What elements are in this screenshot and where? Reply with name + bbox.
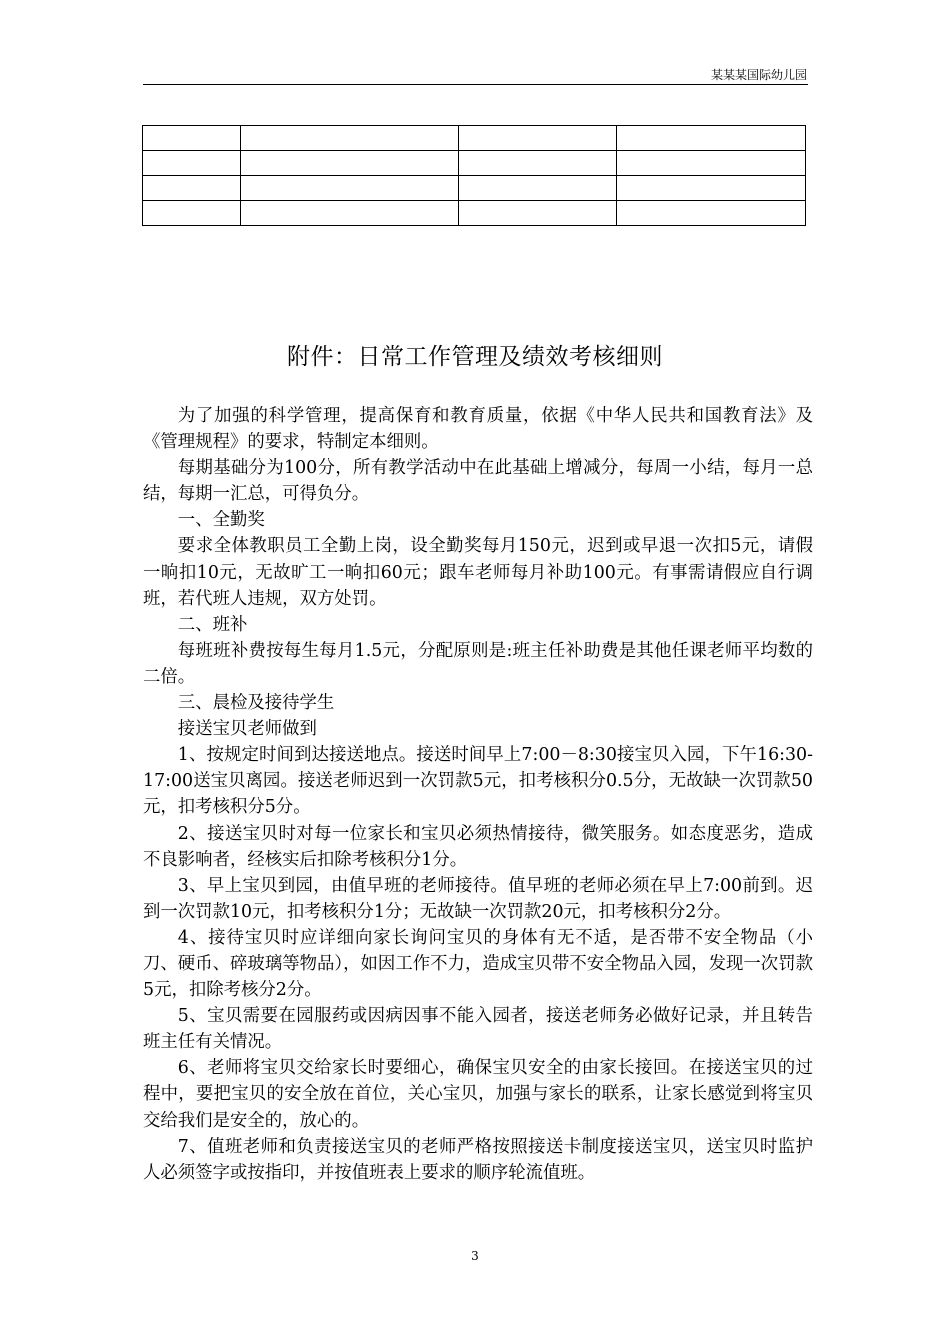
page-number: 3 [471, 1249, 479, 1263]
paragraph-item-3: 3、早上宝贝到园，由值早班的老师接待。值早班的老师必须在早上7:00前到。迟到一次罚款10元，扣考核积分1分；无故缺一次罚款20元，扣考核积分2分。 [143, 875, 813, 922]
table-cell [143, 176, 241, 201]
header-org-name: 某某某国际幼儿园 [710, 68, 807, 82]
section-heading-class-subsidy: 二、班补 [177, 614, 248, 635]
section-heading-morning-check: 三、晨检及接待学生 [177, 693, 335, 714]
paragraph-class-subsidy: 每班班补费按每生每月1.5元，分配原则是:班主任补助费是其他任课老师平均数的二倍。 [143, 640, 813, 687]
table-cell [617, 176, 806, 201]
table-cell [617, 201, 806, 226]
table-cell [143, 201, 241, 226]
header-divider [143, 84, 808, 85]
paragraph-item-1: 1、按规定时间到达接送地点。接送时间早上7:00－8:30接宝贝入园，下午16:30-17:00送宝贝离园。接送老师迟到一次罚款5元，扣考核积分0.5分，无故缺一次罚款50元，扣考核积分5分。 [143, 745, 813, 818]
table-row [143, 201, 806, 226]
table-cell [617, 126, 806, 151]
paragraph-pickup-intro: 接送宝贝老师做到 [177, 719, 317, 740]
blank-table [142, 125, 806, 226]
table-cell [459, 151, 617, 176]
table-cell [241, 201, 459, 226]
paragraph-base-score: 每期基础分为100分，所有教学活动中在此基础上增减分，每周一小结，每月一总结，每期一汇总，可得负分。 [143, 458, 813, 505]
paragraph-item-2: 2、接送宝贝时对每一位家长和宝贝必须热情接待，微笑服务。如态度恶劣，造成不良影响者，经核实后扣除考核积分1分。 [143, 823, 813, 870]
table-row [143, 176, 806, 201]
table-row [143, 126, 806, 151]
document-body [143, 403, 813, 1186]
table-cell [143, 126, 241, 151]
paragraph-attendance: 要求全体教职员工全勤上岗，设全勤奖每月150元，迟到或早退一次扣5元，请假一晌扣10元，无故旷工一晌扣60元；跟车老师每月补助100元。有事需请假应自行调班，若代班人违规，双方处罚。 [143, 536, 813, 609]
table-cell [459, 176, 617, 201]
table-cell [459, 126, 617, 151]
table-cell [143, 151, 241, 176]
table-row [143, 151, 806, 176]
paragraph-intro: 为了加强的科学管理，提高保育和教育质量，依据《中华人民共和国教育法》及《管理规程》的要求，特制定本细则。 [143, 406, 813, 453]
table-cell [241, 126, 459, 151]
table-cell [617, 151, 806, 176]
paragraph-item-7: 7、值班老师和负责接送宝贝的老师严格按照接送卡制度接送宝贝，送宝贝时监护人必须签字或按指印，并按值班表上要求的顺序轮流值班。 [143, 1136, 813, 1183]
section-heading-attendance: 一、全勤奖 [177, 510, 265, 531]
paragraph-item-6: 6、老师将宝贝交给家长时要细心，确保宝贝安全的由家长接回。在接送宝贝的过程中，要把宝贝的安全放在首位，关心宝贝，加强与家长的联系，让家长感觉到将宝贝交给我们是安全的，放心的。 [143, 1058, 813, 1131]
table-cell [241, 176, 459, 201]
table-cell [459, 201, 617, 226]
table-cell [241, 151, 459, 176]
document-title: 附件：日常工作管理及绩效考核细则 [287, 344, 663, 370]
paragraph-item-4: 4、接待宝贝时应详细向家长询问宝贝的身体有无不适，是否带不安全物品（小刀、硬币、碎玻璃等物品），如因工作不力，造成宝贝带不安全物品入园，发现一次罚款5元，扣除考核分2分。 [143, 927, 813, 1001]
paragraph-item-5: 5、宝贝需要在园服药或因病因事不能入园者，接送老师务必做好记录，并且转告班主任有关情况。 [143, 1006, 813, 1053]
